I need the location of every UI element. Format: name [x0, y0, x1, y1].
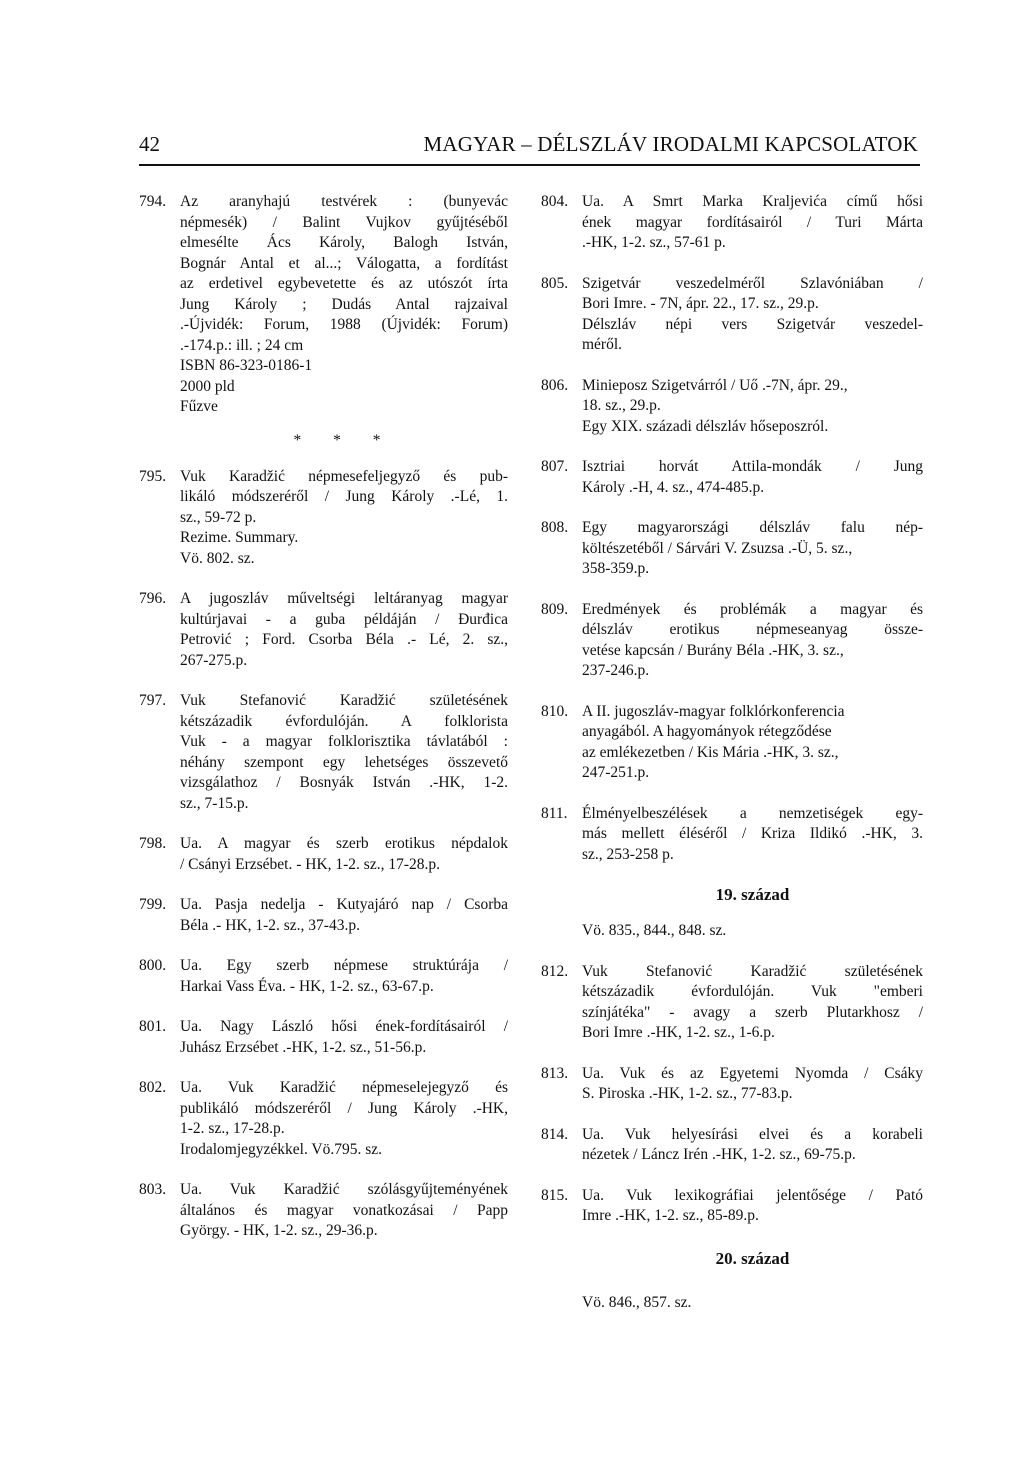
entry-line: Isztriai horvát Attila-mondák / Jung: [582, 458, 923, 475]
entry-line: Délszláv népi vers Szigetvár veszedel-: [582, 315, 923, 333]
section-heading-19-szazad: 19. század: [715, 885, 790, 904]
entry-line: .-Újvidék: Forum, 1988 (Újvidék: Forum): [180, 316, 508, 333]
section-divider-stars: * * *: [293, 431, 395, 449]
entry-line: Ua. A Smrt Marka Kraljevića című hősi: [582, 193, 923, 210]
entry-810: [541, 702, 923, 784]
entry-815: [541, 1186, 923, 1227]
entry-line: 247-251.p.: [582, 764, 650, 781]
entry-line: Ua. A magyar és szerb erotikus népdalok: [180, 835, 508, 852]
page-header: [139, 128, 920, 166]
entry-line: / Csányi Erzsébet. - HK, 1-2. sz., 17-28.p.: [180, 855, 441, 873]
entry-811: [541, 804, 923, 866]
entry-line: Eredmények és problémák a magyar és: [582, 600, 923, 618]
entry-808: [541, 518, 923, 580]
entry-line: Juhász Erzsébet .-HK, 1-2. sz., 51-56.p.: [180, 1038, 427, 1056]
entry-number: 812.: [541, 962, 569, 980]
entry-line: Károly .-H, 4. sz., 474-485.p.: [582, 478, 765, 496]
entry-number: 799.: [139, 896, 167, 913]
entry-line: A jugoszláv műveltségi leltáranyag magyar: [180, 590, 508, 607]
entry-813: [541, 1064, 923, 1105]
entry-number: 798.: [139, 835, 167, 852]
cross-reference: Vö. 846., 857. sz.: [582, 1293, 692, 1311]
entry-line: 267-275.p.: [180, 651, 248, 669]
entry-802: [139, 1078, 508, 1160]
entry-line: Bori Imre .-HK, 1-2. sz., 1-6.p.: [582, 1024, 775, 1041]
cross-reference: Vö. 835., 844., 848. sz.: [582, 922, 727, 939]
entry-line: általános és magyar vonatkozásai / Papp: [180, 1201, 508, 1219]
entry-line: Jung Károly ; Dudás Antal rajzaival: [180, 295, 508, 313]
entry-line: 1-2. sz., 17-28.p.: [180, 1120, 285, 1137]
entry-line: népmesék) / Balint Vujkov gyűjtéséből: [180, 213, 508, 231]
entry-806: [541, 376, 923, 438]
entry-line: 237-246.p.: [582, 662, 650, 679]
entry-line: az emlékezetben / Kis Mária .-HK, 3. sz.,: [582, 743, 839, 761]
entry-line: Ua. Vuk és az Egyetemi Nyomda / Csáky: [582, 1064, 923, 1082]
section-heading-20-szazad: 20. század: [715, 1248, 790, 1268]
entry-line: publikáló módszeréről / Jung Károly .-HK,: [180, 1099, 508, 1117]
entry-line: vetése kapcsán / Burány Béla .-HK, 3. sz.,: [582, 641, 844, 659]
entry-number: 794.: [139, 193, 167, 210]
entry-line: kultúrjavai - a guba példáján / Đurđica: [180, 610, 508, 628]
entry-line: Harkai Vass Éva. - HK, 1-2. sz., 63-67.p.: [180, 977, 434, 995]
entry-line: Élményelbeszélések a nemzetiségek egy-: [582, 804, 923, 822]
entry-number: 795.: [139, 467, 167, 485]
entry-line: Ua. Nagy László hősi ének-fordításairól /: [180, 1018, 508, 1035]
entry-line: likáló módszeréről / Jung Károly .-Lé, 1.: [180, 488, 508, 505]
entry-line: délszláv erotikus népmeseanyag össze-: [582, 621, 923, 638]
entry-798: [139, 834, 508, 875]
entry-number: 804.: [541, 193, 569, 210]
entry-line: kétszázadik évfordulóján. A folklorista: [180, 712, 508, 730]
entry-line: Az aranyhajú testvérek : (bunyevác: [180, 193, 508, 210]
entry-number: 806.: [541, 376, 569, 394]
entry-number: 805.: [541, 274, 569, 292]
entry-line: Irodalomjegyzékkel. Vö.795. sz.: [180, 1140, 383, 1158]
entry-line: Vuk - a magyar folklorisztika távlatából :: [180, 733, 508, 750]
entry-line: Bognár Antal et al...; Válogatta, a fordítást: [180, 254, 508, 272]
entry-804: [541, 192, 923, 254]
right-column: [541, 192, 923, 1313]
entry-line: sz., 7-15.p.: [180, 794, 249, 812]
entry-number: 808.: [541, 519, 569, 536]
entry-number: 809.: [541, 600, 569, 618]
entry-line: Egy XIX. századi délszláv hőseposzról.: [582, 417, 829, 435]
entry-797: [139, 691, 508, 814]
entry-line: más mellett éléséről / Kriza Ildikó .-HK, 3.: [582, 825, 923, 842]
entry-line: A II. jugoszláv-magyar folklórkonferencia: [582, 702, 845, 720]
entry-line: anyagából. A hagyományok rétegződése: [582, 723, 832, 740]
entry-number: 811.: [541, 804, 568, 822]
entry-801: [139, 1017, 508, 1058]
entry-line: .-HK, 1-2. sz., 57-61 p.: [582, 234, 726, 251]
entry-number: 813.: [541, 1064, 569, 1082]
entry-795: [139, 467, 508, 570]
entry-812: [541, 962, 923, 1044]
entry-line: Minieposz Szigetvárról / Uő .-7N, ápr. 29.,: [582, 376, 848, 394]
entry-number: 800.: [139, 957, 167, 974]
entry-line: Vuk Stefanović Karadžić születésének: [180, 692, 508, 709]
entry-807: [541, 457, 923, 498]
entry-line: nézetek / Láncz Irén .-HK, 1-2. sz., 69-75.p.: [582, 1146, 856, 1163]
entry-line: ének magyar fordításairól / Turi Márta: [582, 213, 923, 231]
entry-number: 796.: [139, 590, 167, 607]
entry-line: Szigetvár veszedelméről Szlavóniában /: [582, 274, 923, 292]
entry-794: [139, 192, 508, 418]
entry-line: 358-359.p.: [582, 560, 650, 577]
entry-number: 810.: [541, 702, 569, 720]
entry-line: Vuk Stefanović Karadžić születésének: [582, 962, 923, 980]
entry-799: [139, 895, 508, 936]
entry-line: költészetéből / Sárvári V. Zsuzsa .-Ü, 5. sz.,: [582, 539, 853, 557]
entry-803: [139, 1180, 508, 1242]
entry-line: Ua. Vuk Karadžić szólásgyűjteményének: [180, 1181, 508, 1198]
entry-line: Ua. Pasja nedelja - Kutyajáró nap / Csorba: [180, 896, 508, 913]
entry-line: 18. sz., 29.p.: [582, 397, 661, 414]
entry-line: Ua. Vuk helyesírási elvei és a korabeli: [582, 1125, 923, 1143]
entry-line: sz., 253-258 p.: [582, 845, 674, 863]
entry-line: S. Piroska .-HK, 1-2. sz., 77-83.p.: [582, 1085, 793, 1102]
page-number: 42: [139, 132, 160, 156]
entry-line: Fűzve: [180, 398, 218, 415]
entry-line: Rezime. Summary.: [180, 529, 299, 546]
entry-814: [541, 1125, 923, 1166]
entry-line: Petrović ; Ford. Csorba Béla .- Lé, 2. sz.,: [180, 631, 508, 648]
entry-line: színjátéka" - avagy a szerb Plutarkhosz /: [582, 1003, 923, 1021]
entry-line: Vö. 802. sz.: [180, 549, 255, 567]
entry-line: méről.: [582, 336, 623, 353]
entry-line: sz., 59-72 p.: [180, 508, 257, 526]
entry-line: Imre .-HK, 1-2. sz., 85-89.p.: [582, 1207, 759, 1224]
entry-809: [541, 600, 923, 682]
entry-number: 797.: [139, 692, 167, 709]
left-column: [139, 192, 508, 1242]
entry-line: .-174.p.: ill. ; 24 cm: [180, 336, 304, 354]
entry-line: az erdetivel egybevetette és az utószót írta: [180, 275, 508, 292]
entry-line: kétszázadik évfordulóján. Vuk "emberi: [582, 983, 923, 1000]
entry-805: [541, 274, 923, 356]
entry-line: elmesélte Ács Károly, Balogh István,: [180, 234, 508, 251]
entry-line: Ua. Vuk Karadžić népmeselejegyző és: [180, 1079, 508, 1096]
entry-line: Béla .- HK, 1-2. sz., 37-43.p.: [180, 916, 360, 934]
entry-line: Vuk Karadžić népmesefeljegyző és pub-: [180, 467, 508, 485]
entry-line: Ua. Vuk lexikográfiai jelentősége / Pató: [582, 1186, 923, 1204]
entry-number: 803.: [139, 1181, 167, 1198]
entry-number: 802.: [139, 1079, 167, 1096]
entry-line: György. - HK, 1-2. sz., 29-36.p.: [180, 1222, 378, 1239]
running-title: MAGYAR – DÉLSZLÁV IRODALMI KAPCSOLATOK: [423, 132, 918, 156]
entry-line: Egy magyarországi délszláv falu nép-: [582, 519, 923, 536]
entry-line: vizsgálathoz / Bosnyák István .-HK, 1-2.: [180, 774, 508, 791]
entry-number: 801.: [139, 1018, 167, 1035]
entry-800: [139, 956, 508, 997]
entry-line: néhány szempont egy lehetséges összevető: [180, 753, 508, 771]
entry-number: 815.: [541, 1186, 569, 1204]
entry-number: 807.: [541, 458, 569, 475]
entry-number: 814.: [541, 1125, 569, 1143]
entry-line: 2000 pld: [180, 377, 235, 395]
entry-line: ISBN 86-323-0186-1: [180, 357, 313, 374]
entry-line: Bori Imre. - 7N, ápr. 22., 17. sz., 29.p.: [582, 295, 819, 312]
entry-796: [139, 589, 508, 671]
entry-line: Ua. Egy szerb népmese struktúrája /: [180, 957, 508, 974]
